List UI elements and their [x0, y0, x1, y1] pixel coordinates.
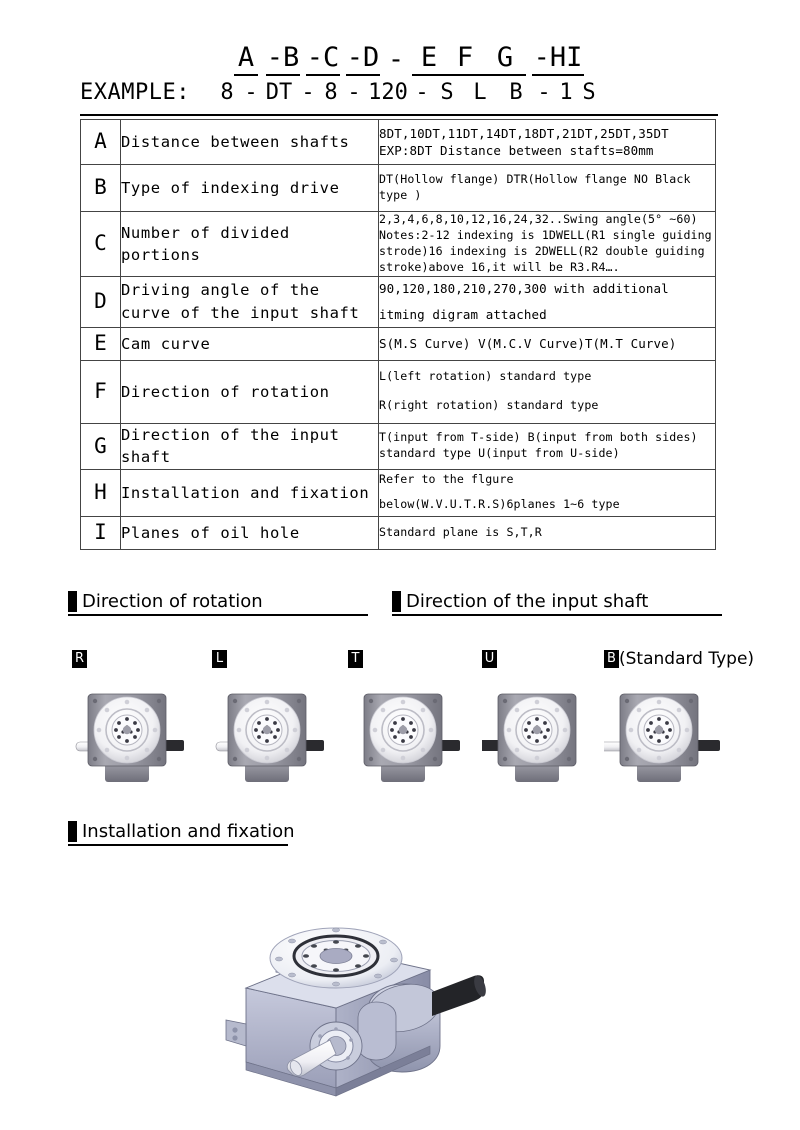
indexer-front-view-illustration: [72, 672, 222, 796]
example-value-i: S: [582, 80, 596, 105]
table-row: [81, 120, 716, 165]
value-line: EXP:8DT Distance between stafts=80mm: [379, 143, 654, 158]
section-heading-rule: [68, 844, 288, 846]
row-letter: I: [81, 516, 121, 549]
value-line: L(left rotation) standard type: [379, 369, 592, 384]
code-segment-f: F: [446, 43, 484, 76]
row-letter: A: [81, 120, 121, 165]
indexer-front-view-illustration: [348, 672, 498, 796]
example-values: [190, 80, 600, 106]
example-value-a: 8: [220, 80, 234, 105]
code-segment-a: A: [234, 43, 258, 76]
example-value-g: B: [509, 80, 523, 105]
code-segment-g: G: [484, 43, 526, 76]
row-value: [379, 276, 716, 327]
row-value: [379, 327, 716, 360]
value-line: stroke)above 16,it will be R3.R4….: [379, 259, 620, 274]
section-heading-rule: [68, 614, 368, 616]
device-tag-label: L: [212, 650, 227, 668]
row-description: Cam curve: [121, 327, 379, 360]
row-description: Planes of oil hole: [121, 516, 379, 549]
device-tag-label: R: [72, 650, 87, 668]
row-description: [121, 276, 379, 327]
row-letter: F: [81, 360, 121, 423]
code-segment-c: -C: [306, 43, 340, 76]
bullet-square-icon: [68, 821, 77, 842]
value-line: DT(Hollow flange) DTR(Hollow flange NO Black: [379, 172, 691, 187]
code-segment-b: -B: [266, 43, 300, 76]
example-dash-1: -: [244, 80, 258, 105]
value-line: standard type U(input from U-side): [379, 446, 620, 461]
device-tag-label: B: [604, 650, 619, 668]
example-dash-5: -: [537, 80, 551, 105]
row-letter: D: [81, 276, 121, 327]
value-line: below(W.V.U.T.R.S)6planes 1~6 type: [379, 497, 620, 512]
example-value-b: DT: [265, 80, 293, 105]
indexer-front-view-illustration: [212, 672, 362, 796]
table-row: [81, 276, 716, 327]
device-variant-t: [348, 650, 498, 795]
row-value: [379, 469, 716, 516]
device-variant-r: [72, 650, 222, 795]
device-variant-row: [0, 650, 800, 795]
value-line: S(M.S Curve) V(M.C.V Curve)T(M.T Curve): [379, 336, 677, 352]
table-row: [81, 516, 716, 549]
code-segment-e: E: [412, 43, 446, 76]
device-variant-b: [604, 650, 754, 795]
device-tag-label: U: [482, 650, 497, 668]
row-description: Distance between shafts: [121, 120, 379, 165]
value-line: R(right rotation) standard type: [379, 398, 599, 413]
value-line: 2,3,4,6,8,10,12,16,24,32..Swing angle(5° ~60): [379, 212, 698, 226]
section-heading-installation-and-fixation: [68, 821, 295, 842]
row-letter: C: [81, 212, 121, 277]
example-value-f: L: [473, 80, 487, 105]
section-heading-label: Direction of rotation: [82, 591, 263, 612]
code-segment-d: -D: [346, 43, 380, 76]
section-heading-label: Installation and fixation: [82, 821, 295, 842]
value-line: 8DT,10DT,11DT,14DT,18DT,21DT,25DT,35DT: [379, 125, 669, 141]
value-line: Standard plane is S,T,R: [379, 524, 542, 539]
value-line: 90,120,180,210,270,300 with additional: [379, 281, 669, 297]
header-divider: [80, 114, 718, 116]
table-row: [81, 469, 716, 516]
table-row: [81, 327, 716, 360]
value-line: type ): [379, 188, 422, 202]
example-label: EXAMPLE:: [80, 80, 190, 105]
row-description: Direction of the input shaft: [121, 423, 379, 469]
code-separator: -: [387, 44, 405, 75]
section-heading-direction-of-input-shaft: [392, 591, 648, 612]
example-value-d: 120: [368, 80, 408, 105]
model-code-header: [0, 44, 800, 106]
section-heading-label: Direction of the input shaft: [406, 591, 649, 612]
value-line: T(input from T-side) B(input from both sides): [379, 430, 698, 445]
device-tag-note: (Standard Type): [619, 649, 755, 669]
table-row: [81, 423, 716, 469]
value-line: strode)16 indexing is 2DWELL(R2 double guiding: [379, 243, 705, 258]
example-dash-2: -: [301, 80, 315, 105]
code-segment-hi: -HI: [532, 43, 584, 76]
indexer-front-view-illustration: [604, 672, 754, 796]
value-line: Notes:2-12 indexing is 1DWELL(R1 single guiding: [379, 227, 712, 242]
model-code-pattern: [0, 44, 800, 76]
device-tag-label: T: [348, 650, 363, 668]
value-line: itming digram attached: [379, 307, 547, 323]
example-value-c: 8: [324, 80, 338, 105]
description-line: Driving angle of the curve of: [121, 281, 320, 322]
row-letter: G: [81, 423, 121, 469]
row-description: Installation and fixation: [121, 469, 379, 516]
row-value: [379, 212, 716, 277]
description-line: the input shaft: [210, 303, 360, 322]
row-letter: E: [81, 327, 121, 360]
value-line: Refer to the flgure: [379, 472, 514, 487]
specification-table: [80, 119, 716, 550]
example-value-h: 1: [559, 80, 573, 105]
table-row: [81, 212, 716, 277]
row-value: [379, 165, 716, 212]
row-letter: H: [81, 469, 121, 516]
row-value: [379, 360, 716, 423]
bullet-square-icon: [68, 591, 77, 612]
table-row: [81, 165, 716, 212]
indexer-isometric-illustration: [218, 880, 518, 1100]
row-description: Number of divided portions: [121, 212, 379, 277]
section-heading-rule: [392, 614, 722, 616]
model-code-example: [0, 78, 800, 106]
example-dash-3: -: [347, 80, 361, 105]
row-value: [379, 423, 716, 469]
example-dash-4: -: [415, 80, 429, 105]
row-description: Direction of rotation: [121, 360, 379, 423]
example-value-e: S: [440, 80, 454, 105]
row-value: [379, 120, 716, 165]
row-value: [379, 516, 716, 549]
bullet-square-icon: [392, 591, 401, 612]
row-description: Type of indexing drive: [121, 165, 379, 212]
section-heading-direction-of-rotation: [68, 591, 263, 612]
row-letter: B: [81, 165, 121, 212]
device-variant-l: [212, 650, 362, 795]
table-row: [81, 360, 716, 423]
